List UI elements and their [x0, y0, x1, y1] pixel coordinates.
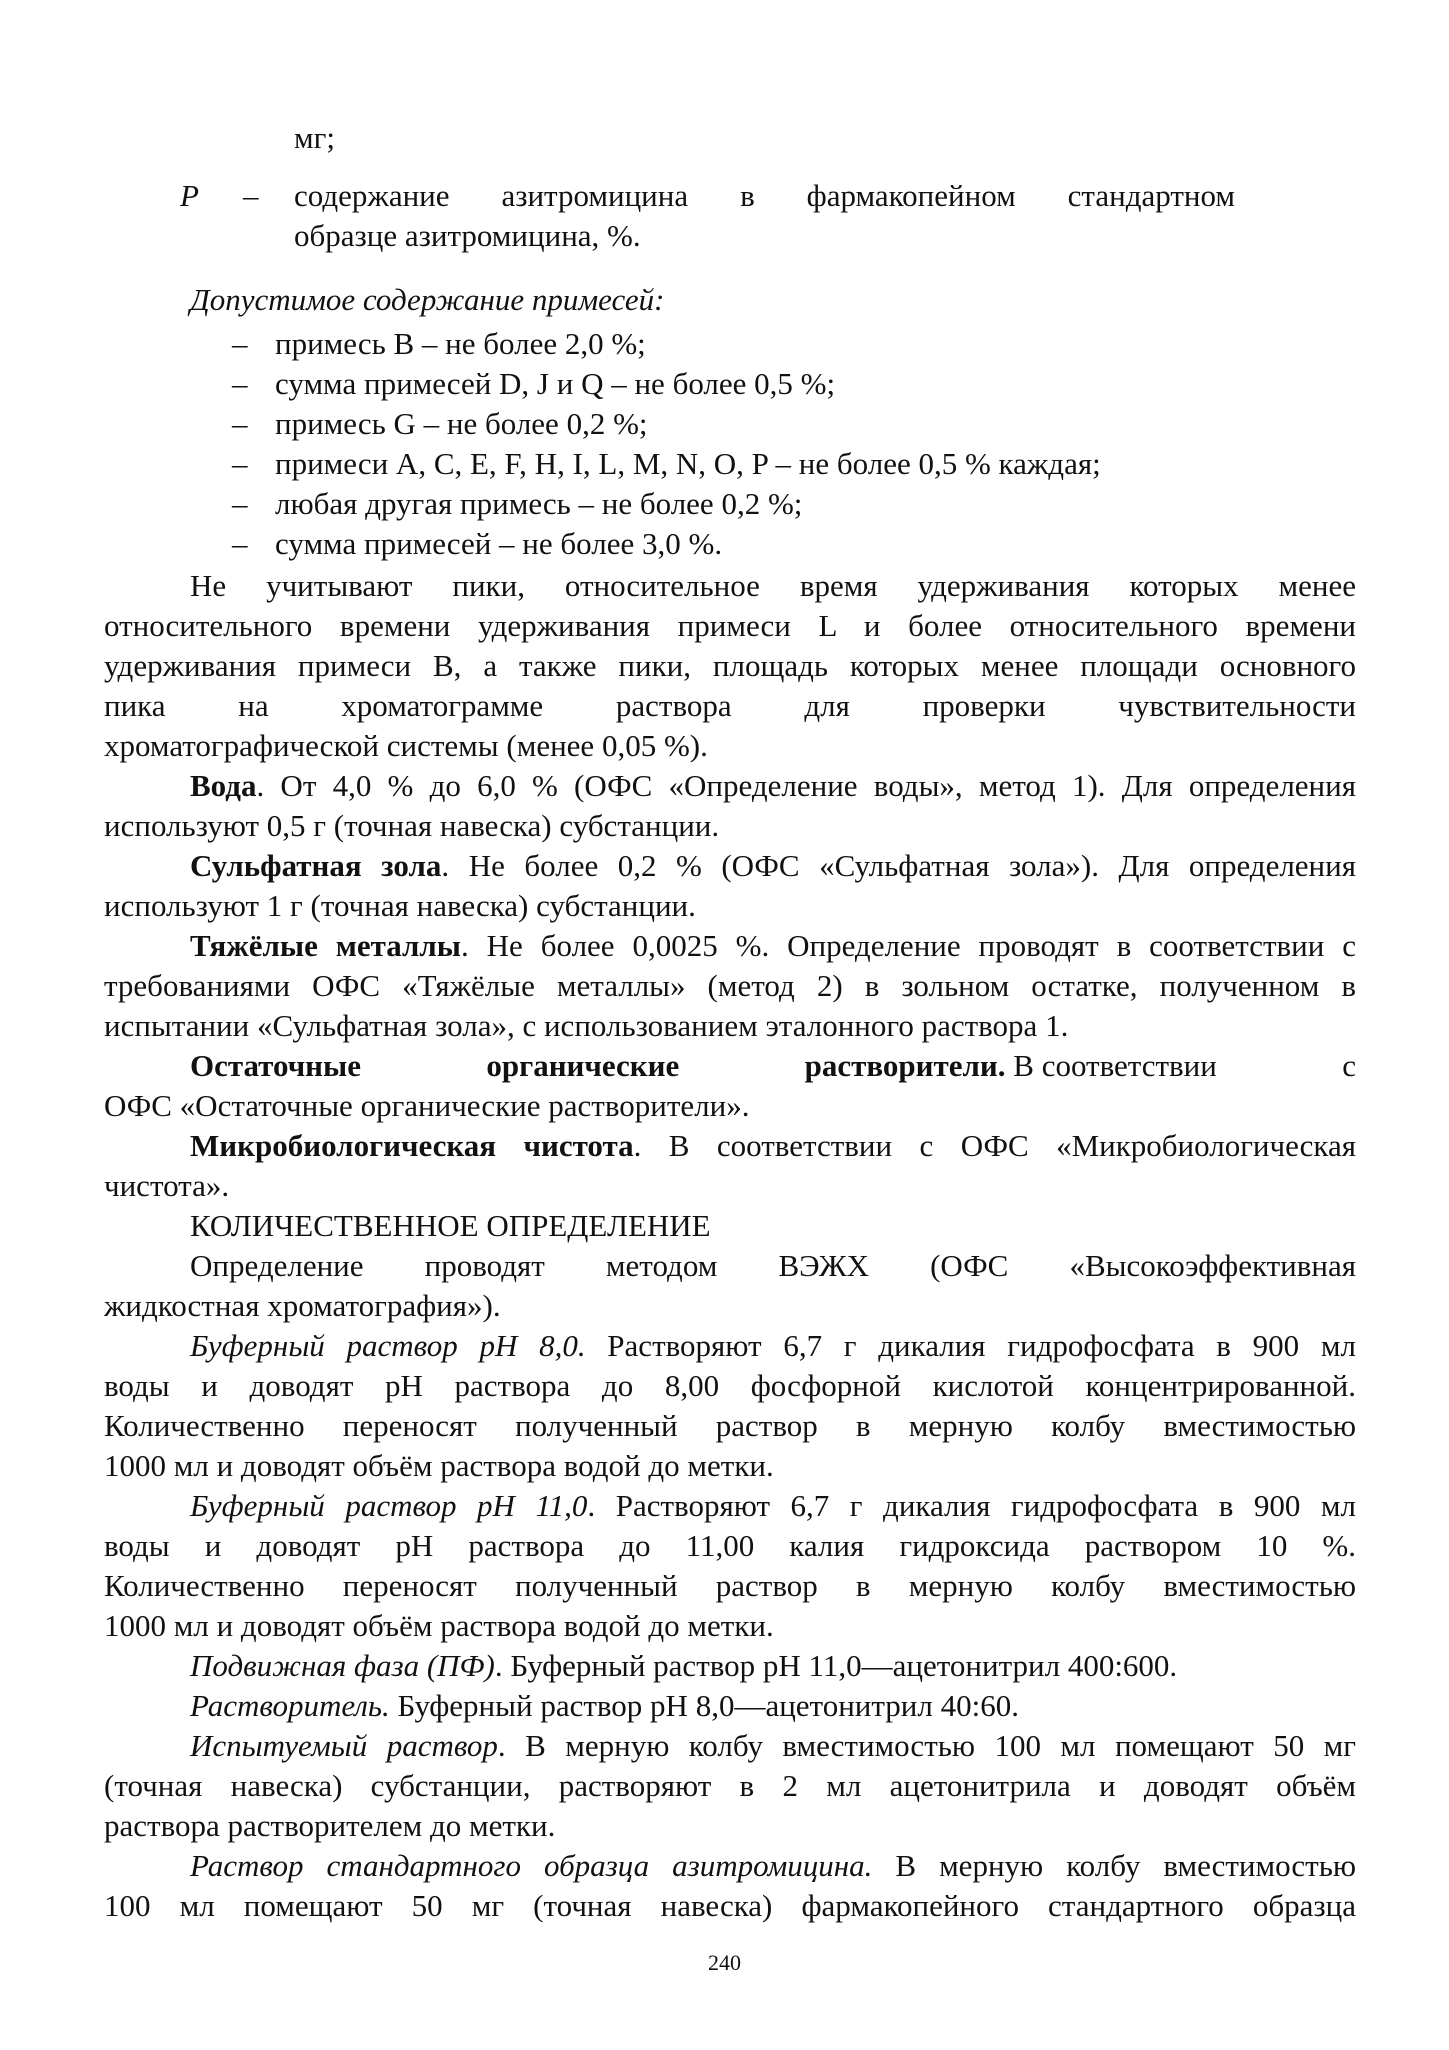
impurities-heading: Допустимое содержание примесей: [190, 282, 665, 317]
variable-symbol: P [180, 178, 199, 213]
metals-line: Тяжёлые металлы. Не более 0,0025 %. Определение проводят в соответствии с [190, 928, 1357, 963]
solvent-line: Растворитель. Буферный раствор pH 8,0—ацетонитрил 40:60. [190, 1688, 1019, 1723]
metals-line: требованиями ОФС «Тяжёлые металлы» (метод 2) в зольном остатке, полученном в [104, 968, 1356, 1003]
micro-line: Микробиологическая чистота. В соответствии с ОФС «Микробиологическая [190, 1128, 1356, 1163]
quant-line: Определение проводят методом ВЭЖХ (ОФС «Высокоэффективная [190, 1248, 1356, 1283]
micro-line: чистота». [104, 1168, 230, 1203]
water-line: Вода. От 4,0 % до 6,0 % (ОФС «Определение воды», метод 1). Для определения [190, 768, 1356, 803]
list-item: – сумма примесей D, J и Q – не более 0,5 %; [232, 366, 836, 401]
paragraph-line: удерживания примеси B, а также пики, площадь которых менее площади основного [104, 648, 1356, 683]
water-line: используют 0,5 г (точная навеска) субстанции. [104, 808, 720, 843]
buffer8-line: воды и доводят pH раствора до 8,00 фосфорной кислотой концентрированной. [104, 1368, 1356, 1403]
list-item: – любая другая примесь – не более 0,2 %; [232, 486, 803, 521]
variable-definition-line: содержание азитромицина в фармакопейном стандартном [294, 178, 1235, 213]
list-item: – примесь G – не более 0,2 %; [232, 406, 648, 441]
buffer11-line: воды и доводят pH раствора до 11,00 калия гидроксида раствором 10 %. [104, 1528, 1356, 1563]
list-item: – примесь B – не более 2,0 %; [232, 326, 646, 361]
paragraph-line: Не учитывают пики, относительное время удерживания которых менее [190, 568, 1356, 603]
metals-line: испытании «Сульфатная зола», с использованием эталонного раствора 1. [104, 1008, 1069, 1043]
buffer8-line: Количественно переносят полученный раствор в мерную колбу вместимостью [104, 1408, 1356, 1443]
buffer11-line: Буферный раствор pH 11,0. Растворяют 6,7 г дикалия гидрофосфата в 900 мл [190, 1488, 1356, 1523]
section-heading: КОЛИЧЕСТВЕННОЕ ОПРЕДЕЛЕНИЕ [190, 1208, 711, 1243]
solvents-line: Остаточные органические растворители. В соответствии с [190, 1048, 1356, 1083]
buffer11-line: Количественно переносят полученный раствор в мерную колбу вместимостью [104, 1568, 1356, 1603]
mobile-phase-line: Подвижная фаза (ПФ). Буферный раствор pH 11,0—ацетонитрил 400:600. [190, 1648, 1178, 1683]
buffer11-line: 1000 мл и доводят объём раствора водой до метки. [104, 1608, 774, 1643]
ash-line: Сульфатная зола. Не более 0,2 % (ОФС «Сульфатная зола»). Для определения [190, 848, 1356, 883]
test-solution-line: Испытуемый раствор. В мерную колбу вместимостью 100 мл помещают 50 мг [190, 1728, 1356, 1763]
quant-line: жидкостная хроматография»). [104, 1288, 501, 1323]
standard-solution-line: Раствор стандартного образца азитромицина. В мерную колбу вместимостью [190, 1848, 1356, 1883]
buffer8-line: 1000 мл и доводят объём раствора водой до метки. [104, 1448, 774, 1483]
standard-solution-line: 100 мл помещают 50 мг (точная навеска) фармакопейного стандартного образца [104, 1888, 1356, 1923]
variable-dash: – [243, 178, 259, 213]
list-item: – примеси A, C, E, F, H, I, L, M, N, O, P – не более 0,5 % каждая; [232, 446, 1101, 481]
variable-definition-line: образце азитромицина, %. [294, 218, 641, 253]
ash-line: используют 1 г (точная навеска) субстанции. [104, 888, 696, 923]
test-solution-line: (точная навеска) субстанции, растворяют в 2 мл ацетонитрила и доводят объём [104, 1768, 1356, 1803]
page-number: 240 [708, 1950, 741, 1975]
paragraph-line: относительного времени удерживания примеси L и более относительного времени [104, 608, 1356, 643]
unit-text: мг; [294, 120, 335, 155]
buffer8-line: Буферный раствор pH 8,0. Растворяют 6,7 г дикалия гидрофосфата в 900 мл [190, 1328, 1356, 1363]
list-item: – сумма примесей – не более 3,0 %. [232, 526, 723, 561]
paragraph-line: пика на хроматограмме раствора для проверки чувствительности [104, 688, 1356, 723]
paragraph-line: хроматографической системы (менее 0,05 %). [104, 728, 708, 763]
solvents-line: ОФС «Остаточные органические растворители». [104, 1088, 750, 1123]
test-solution-line: раствора растворителем до метки. [104, 1808, 556, 1843]
